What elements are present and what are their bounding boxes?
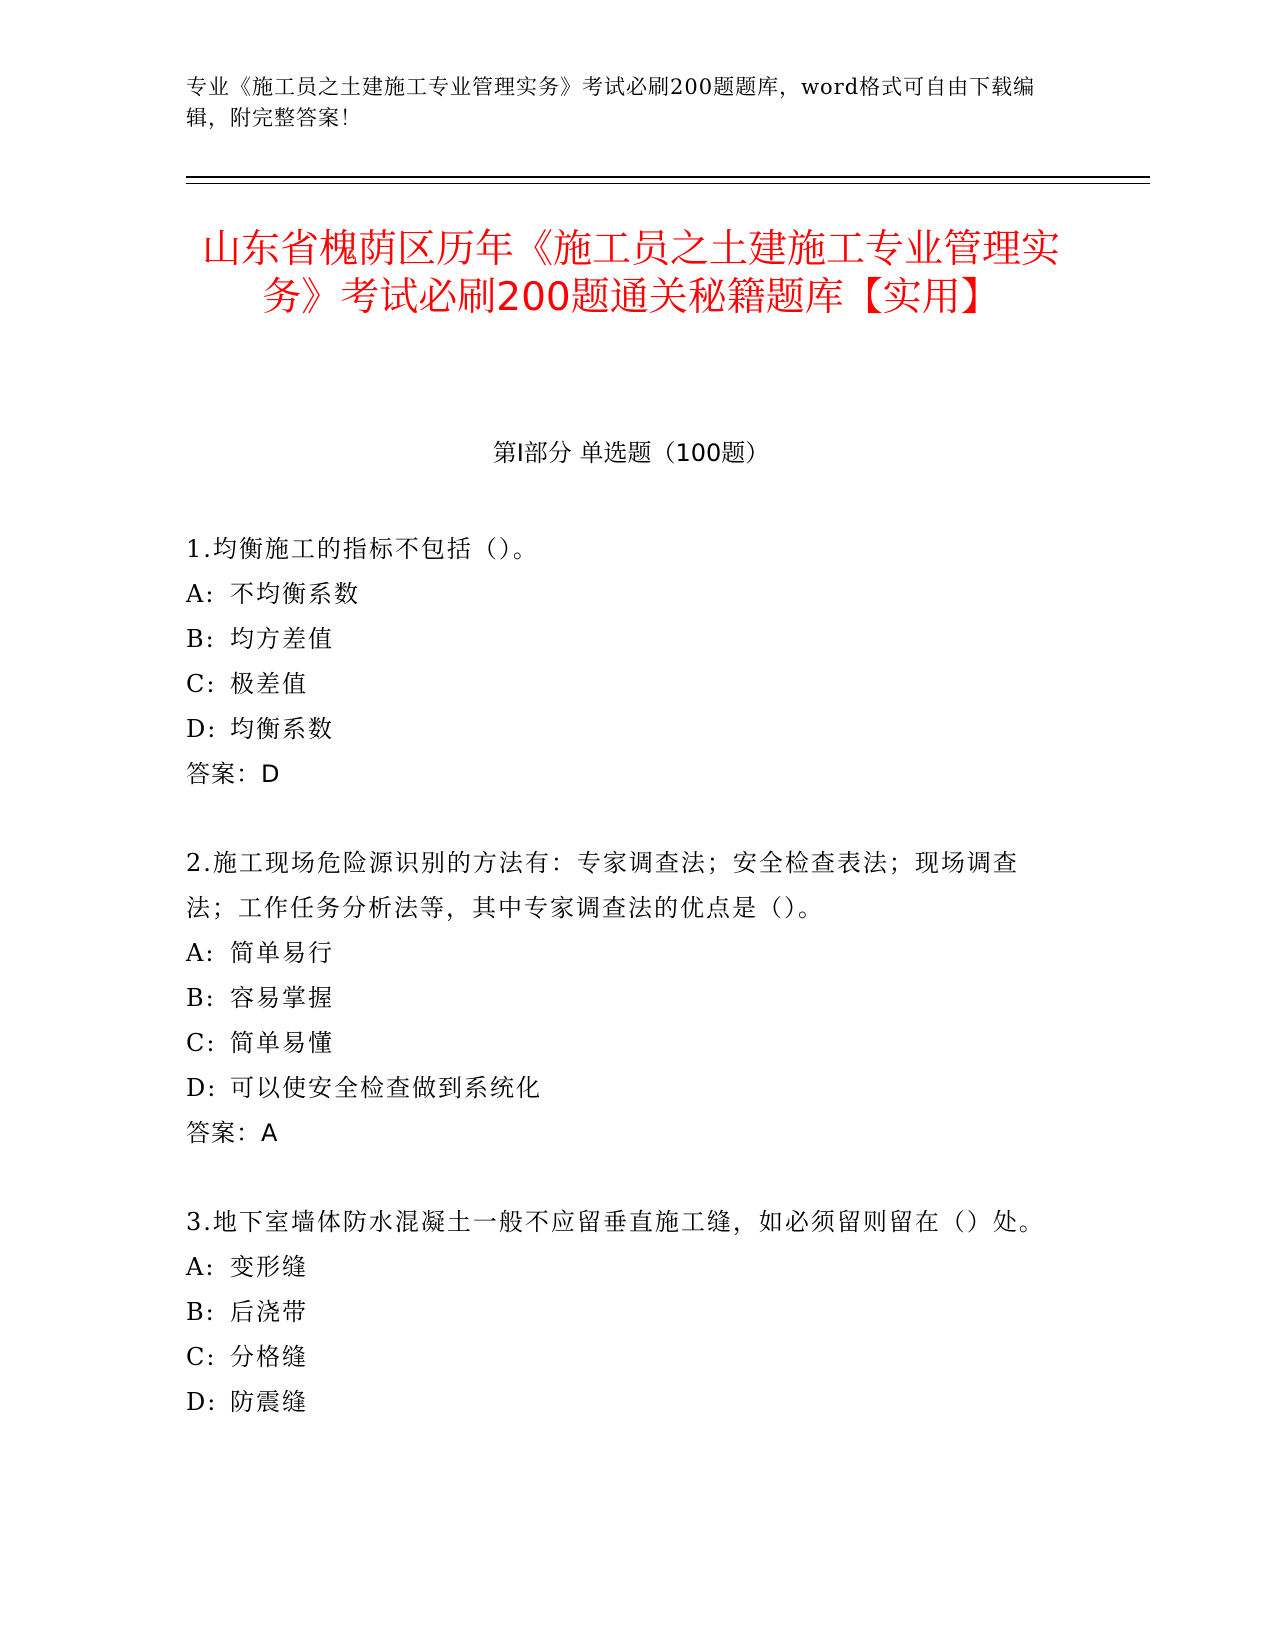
option-text: 均衡系数 <box>230 715 334 743</box>
option-c <box>186 1335 1066 1380</box>
option-text: 后浇带 <box>230 1298 308 1326</box>
option-d <box>186 1380 1066 1425</box>
option-letter: B: <box>186 984 216 1012</box>
option-a <box>186 572 1066 617</box>
option-text: 可以使安全检查做到系统化 <box>230 1074 542 1102</box>
header-rule-thin <box>186 183 1150 184</box>
question-1 <box>186 527 1066 797</box>
header-rule-thick <box>186 176 1150 178</box>
question-stem: 2.施工现场危险源识别的方法有：专家调查法；安全检查表法；现场调查法；工作任务分析法等，其中专家调查法的优点是（）。 <box>186 849 1019 922</box>
option-letter: A: <box>186 1253 216 1281</box>
question-2 <box>186 841 1066 1156</box>
question-stem: 1.均衡施工的指标不包括（）。 <box>186 535 539 563</box>
answer-line: 答案：D <box>186 760 281 788</box>
option-b <box>186 1290 1066 1335</box>
option-letter: D: <box>186 1074 218 1102</box>
option-letter: C: <box>186 1343 217 1371</box>
option-letter: C: <box>186 670 217 698</box>
option-letter: A: <box>186 939 216 967</box>
option-letter: C: <box>186 1029 217 1057</box>
option-text: 极差值 <box>230 670 308 698</box>
document-title: 山东省槐荫区历年《施工员之土建施工专业管理实务》考试必刷200题通关秘籍题库【实用】 <box>201 227 1060 320</box>
option-letter: A: <box>186 580 216 608</box>
question-stem: 3.地下室墙体防水混凝土一般不应留垂直施工缝，如必须留则留在（）处。 <box>186 1208 1045 1236</box>
option-letter: D: <box>186 1388 218 1416</box>
option-b <box>186 617 1066 662</box>
option-c <box>186 662 1066 707</box>
option-text: 均方差值 <box>230 625 334 653</box>
option-letter: B: <box>186 1298 216 1326</box>
header-note: 专业《施工员之土建施工专业管理实务》考试必刷200题题库，word格式可自由下载编辑，附完整答案！ <box>186 75 1036 130</box>
option-text: 简单易懂 <box>230 1029 334 1057</box>
option-c <box>186 1021 1066 1066</box>
option-a <box>186 1245 1066 1290</box>
option-d <box>186 1066 1066 1111</box>
option-text: 不均衡系数 <box>230 580 360 608</box>
option-b <box>186 976 1066 1021</box>
option-text: 容易掌握 <box>230 984 334 1012</box>
option-letter: B: <box>186 625 216 653</box>
option-text: 简单易行 <box>230 939 334 967</box>
option-text: 分格缝 <box>230 1343 308 1371</box>
answer-line: 答案：A <box>186 1119 279 1147</box>
option-text: 变形缝 <box>230 1253 308 1281</box>
question-list <box>186 527 1066 1469</box>
option-letter: D: <box>186 715 218 743</box>
option-a <box>186 931 1066 976</box>
section-title: 第Ⅰ部分 单选题（100题） <box>492 439 770 467</box>
option-d <box>186 707 1066 752</box>
question-3 <box>186 1200 1066 1425</box>
option-text: 防震缝 <box>230 1388 308 1416</box>
